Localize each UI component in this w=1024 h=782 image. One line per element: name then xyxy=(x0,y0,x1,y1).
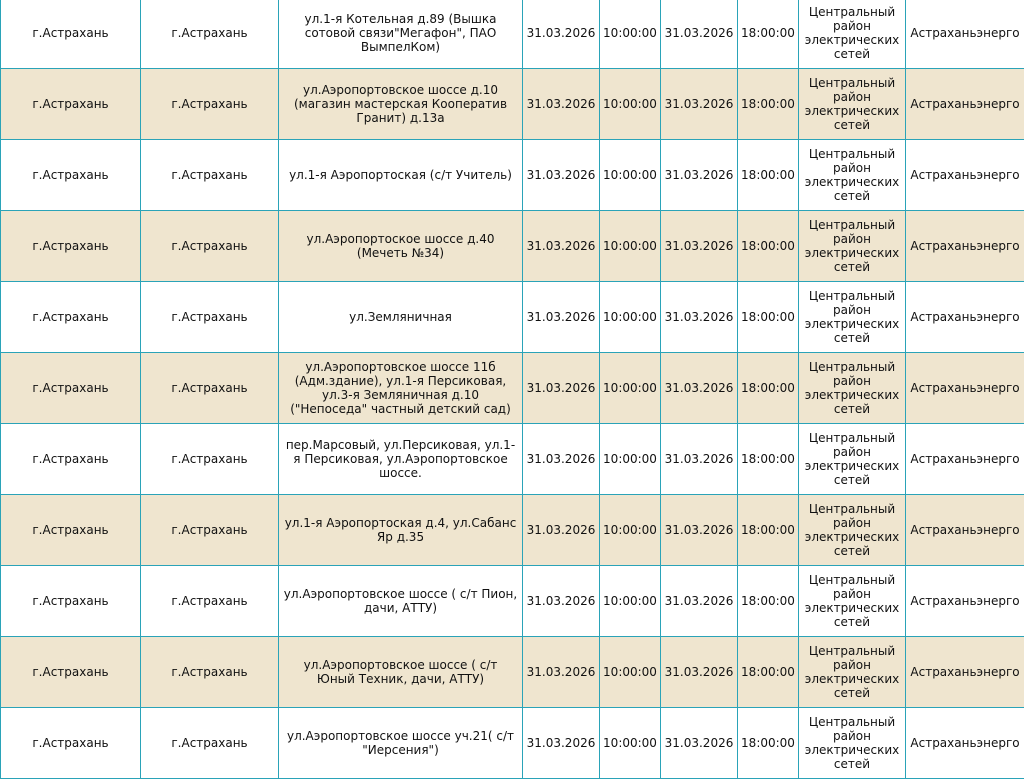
district-cell: Центральный район электрических сетей xyxy=(799,0,906,69)
date-start-cell: 31.03.2026 xyxy=(523,424,600,495)
table-row xyxy=(1,140,1024,211)
district-cell: Центральный район электрических сетей xyxy=(799,353,906,424)
time-start-cell: 10:00:00 xyxy=(600,424,661,495)
date-start-cell: 31.03.2026 xyxy=(523,0,600,69)
region-cell: г.Астрахань xyxy=(1,495,141,566)
table-row xyxy=(1,708,1024,779)
city-cell: г.Астрахань xyxy=(141,282,279,353)
time-end-cell: 18:00:00 xyxy=(738,69,799,140)
time-start-cell: 10:00:00 xyxy=(600,353,661,424)
region-cell: г.Астрахань xyxy=(1,566,141,637)
address-cell: ул.Аэропортоское шоссе д.40 (Мечеть №34) xyxy=(279,211,523,282)
region-cell: г.Астрахань xyxy=(1,0,141,69)
org-cell: Астраханьэнерго xyxy=(906,637,1024,708)
address-cell: ул.Аэропортовское шоссе 11б (Адм.здание), ул.1-я Персиковая, ул.3-я Земляничная д.10 ("Непоседа" частный детский сад) xyxy=(279,353,523,424)
address-cell: ул.Аэропортовское шоссе д.10 (магазин мастерская Кооператив Гранит) д.13а xyxy=(279,69,523,140)
org-cell: Астраханьэнерго xyxy=(906,0,1024,69)
city-cell: г.Астрахань xyxy=(141,566,279,637)
time-start-cell: 10:00:00 xyxy=(600,708,661,779)
date-start-cell: 31.03.2026 xyxy=(523,69,600,140)
date-start-cell: 31.03.2026 xyxy=(523,282,600,353)
region-cell: г.Астрахань xyxy=(1,637,141,708)
time-start-cell: 10:00:00 xyxy=(600,637,661,708)
address-cell: ул.1-я Аэропортоская (с/т Учитель) xyxy=(279,140,523,211)
date-end-cell: 31.03.2026 xyxy=(661,353,738,424)
date-start-cell: 31.03.2026 xyxy=(523,566,600,637)
address-cell: ул.Земляничная xyxy=(279,282,523,353)
region-cell: г.Астрахань xyxy=(1,140,141,211)
table-row xyxy=(1,282,1024,353)
region-cell: г.Астрахань xyxy=(1,69,141,140)
time-end-cell: 18:00:00 xyxy=(738,211,799,282)
district-cell: Центральный район электрических сетей xyxy=(799,708,906,779)
org-cell: Астраханьэнерго xyxy=(906,140,1024,211)
address-cell: ул.Аэропортовское шоссе уч.21( с/т "Иерсения") xyxy=(279,708,523,779)
table-row xyxy=(1,0,1024,69)
address-cell: ул.1-я Котельная д.89 (Вышка сотовой связи"Мегафон", ПАО ВымпелКом) xyxy=(279,0,523,69)
date-end-cell: 31.03.2026 xyxy=(661,140,738,211)
time-end-cell: 18:00:00 xyxy=(738,353,799,424)
date-end-cell: 31.03.2026 xyxy=(661,637,738,708)
time-start-cell: 10:00:00 xyxy=(600,140,661,211)
date-start-cell: 31.03.2026 xyxy=(523,211,600,282)
district-cell: Центральный район электрических сетей xyxy=(799,211,906,282)
table-row xyxy=(1,69,1024,140)
org-cell: Астраханьэнерго xyxy=(906,282,1024,353)
date-start-cell: 31.03.2026 xyxy=(523,140,600,211)
date-end-cell: 31.03.2026 xyxy=(661,69,738,140)
date-end-cell: 31.03.2026 xyxy=(661,211,738,282)
date-end-cell: 31.03.2026 xyxy=(661,282,738,353)
time-start-cell: 10:00:00 xyxy=(600,495,661,566)
address-cell: ул.Аэропортовское шоссе ( с/т Пион, дачи, АТТУ) xyxy=(279,566,523,637)
city-cell: г.Астрахань xyxy=(141,0,279,69)
org-cell: Астраханьэнерго xyxy=(906,566,1024,637)
table-row xyxy=(1,566,1024,637)
date-start-cell: 31.03.2026 xyxy=(523,637,600,708)
time-end-cell: 18:00:00 xyxy=(738,140,799,211)
time-end-cell: 18:00:00 xyxy=(738,637,799,708)
region-cell: г.Астрахань xyxy=(1,282,141,353)
table-row xyxy=(1,353,1024,424)
city-cell: г.Астрахань xyxy=(141,69,279,140)
date-end-cell: 31.03.2026 xyxy=(661,424,738,495)
region-cell: г.Астрахань xyxy=(1,353,141,424)
district-cell: Центральный район электрических сетей xyxy=(799,637,906,708)
date-start-cell: 31.03.2026 xyxy=(523,708,600,779)
table-row xyxy=(1,424,1024,495)
org-cell: Астраханьэнерго xyxy=(906,424,1024,495)
time-start-cell: 10:00:00 xyxy=(600,211,661,282)
date-end-cell: 31.03.2026 xyxy=(661,708,738,779)
time-end-cell: 18:00:00 xyxy=(738,0,799,69)
org-cell: Астраханьэнерго xyxy=(906,211,1024,282)
date-start-cell: 31.03.2026 xyxy=(523,353,600,424)
city-cell: г.Астрахань xyxy=(141,708,279,779)
district-cell: Центральный район электрических сетей xyxy=(799,69,906,140)
time-end-cell: 18:00:00 xyxy=(738,282,799,353)
table-row xyxy=(1,495,1024,566)
district-cell: Центральный район электрических сетей xyxy=(799,140,906,211)
region-cell: г.Астрахань xyxy=(1,211,141,282)
city-cell: г.Астрахань xyxy=(141,424,279,495)
address-cell: ул.1-я Аэропортоская д.4, ул.Сабанс Яр д.35 xyxy=(279,495,523,566)
date-end-cell: 31.03.2026 xyxy=(661,566,738,637)
city-cell: г.Астрахань xyxy=(141,211,279,282)
org-cell: Астраханьэнерго xyxy=(906,69,1024,140)
city-cell: г.Астрахань xyxy=(141,637,279,708)
district-cell: Центральный район электрических сетей xyxy=(799,566,906,637)
district-cell: Центральный район электрических сетей xyxy=(799,282,906,353)
table-row xyxy=(1,211,1024,282)
time-start-cell: 10:00:00 xyxy=(600,0,661,69)
table-row xyxy=(1,637,1024,708)
city-cell: г.Астрахань xyxy=(141,353,279,424)
city-cell: г.Астрахань xyxy=(141,140,279,211)
time-end-cell: 18:00:00 xyxy=(738,566,799,637)
time-start-cell: 10:00:00 xyxy=(600,566,661,637)
org-cell: Астраханьэнерго xyxy=(906,353,1024,424)
date-end-cell: 31.03.2026 xyxy=(661,495,738,566)
org-cell: Астраханьэнерго xyxy=(906,708,1024,779)
district-cell: Центральный район электрических сетей xyxy=(799,424,906,495)
time-end-cell: 18:00:00 xyxy=(738,708,799,779)
org-cell: Астраханьэнерго xyxy=(906,495,1024,566)
address-cell: пер.Марсовый, ул.Персиковая, ул.1-я Персиковая, ул.Аэропортовское шоссе. xyxy=(279,424,523,495)
district-cell: Центральный район электрических сетей xyxy=(799,495,906,566)
region-cell: г.Астрахань xyxy=(1,708,141,779)
time-start-cell: 10:00:00 xyxy=(600,282,661,353)
region-cell: г.Астрахань xyxy=(1,424,141,495)
time-end-cell: 18:00:00 xyxy=(738,424,799,495)
date-end-cell: 31.03.2026 xyxy=(661,0,738,69)
address-cell: ул.Аэропортовское шоссе ( с/т Юный Техник, дачи, АТТУ) xyxy=(279,637,523,708)
city-cell: г.Астрахань xyxy=(141,495,279,566)
time-end-cell: 18:00:00 xyxy=(738,495,799,566)
time-start-cell: 10:00:00 xyxy=(600,69,661,140)
date-start-cell: 31.03.2026 xyxy=(523,495,600,566)
